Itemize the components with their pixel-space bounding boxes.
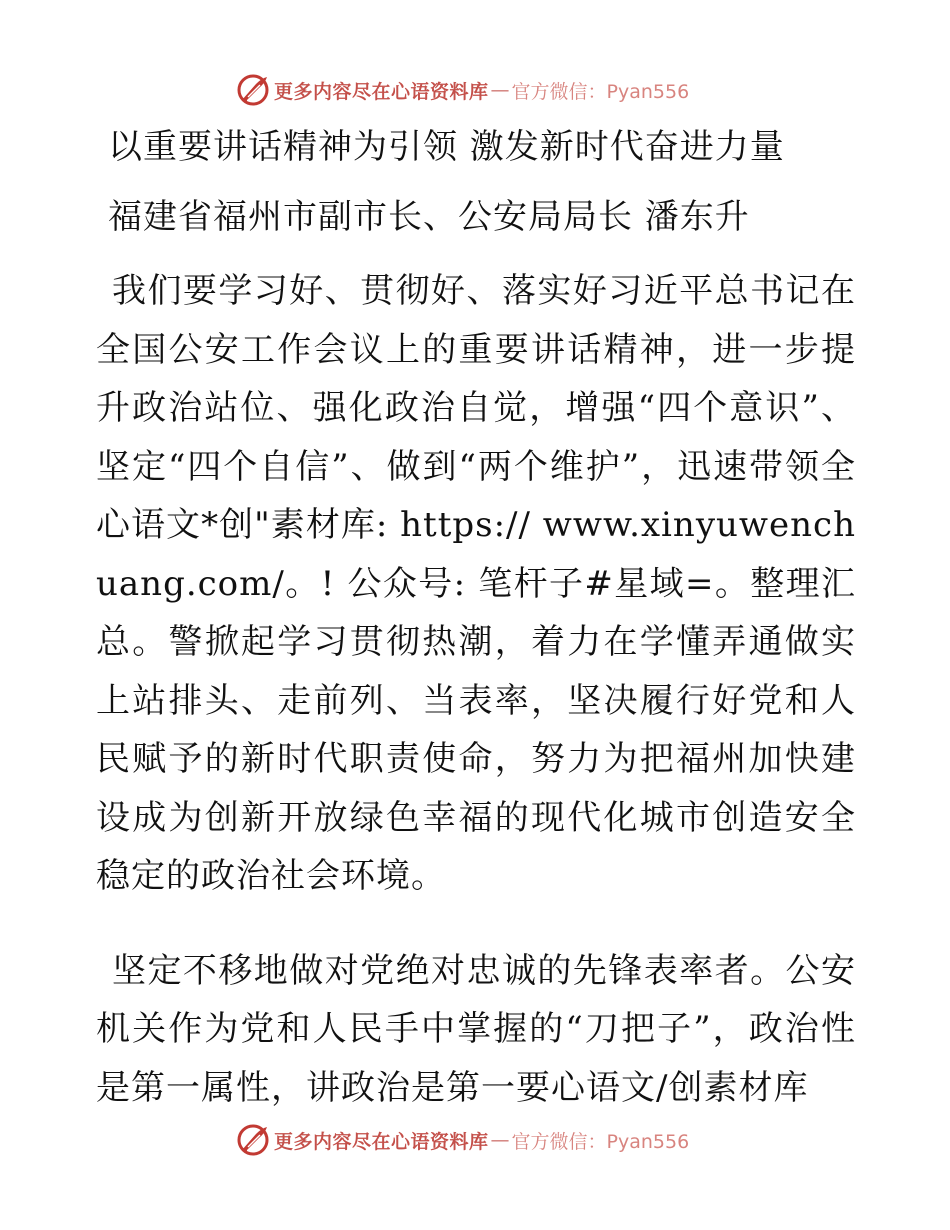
watermark-dash: — [490, 1129, 510, 1151]
paragraph: 我们要学习好、贯彻好、落实好习近平总书记在全国公安工作会议上的重要讲话精神，进一步提升政治站位、强化政治自觉，增强“四个意识”、坚定“四个自信”、做到“两个维护”，迅速带领全心语文*创"素材库: https:// www.xinyuwenchuang.com/。! 公众号: 笔杆子#星域=。整理汇总。警掀起学习贯彻热潮，着力在学懂弄通做实上站排头、走前列、当表率，坚决履行好党和人民赋予的新时代职责使命，努力为把福州加快建设成为创新开放绿色幸福的现代化城市创造安全稳定的政治社会环境。 [96, 271, 856, 896]
watermark-dash: — [490, 79, 510, 101]
paragraph: 坚定不移地做对党绝对忠诚的先锋表率者。公安机关作为党和人民手中掌握的“刀把子”，政治性是第一属性，讲政治是第一要心语文/创素材库 [96, 950, 856, 1108]
footer-watermark [236, 1120, 689, 1160]
watermark-text: 更多内容尽在心语资料库 [274, 80, 489, 103]
quill-logo-icon [236, 73, 270, 107]
document-title: 以重要讲话精神为引领 激发新时代奋进力量 [108, 127, 785, 167]
document-body [96, 120, 856, 1117]
watermark-text: 更多内容尽在心语资料库 [274, 1130, 489, 1153]
document-author: 福建省福州市副市长、公安局局长 潘东升 [108, 197, 750, 237]
watermark-account: 官方微信：Pyan556 [511, 1130, 690, 1153]
header-watermark [236, 70, 689, 110]
quill-logo-icon [236, 1123, 270, 1157]
watermark-account: 官方微信：Pyan556 [511, 80, 690, 103]
